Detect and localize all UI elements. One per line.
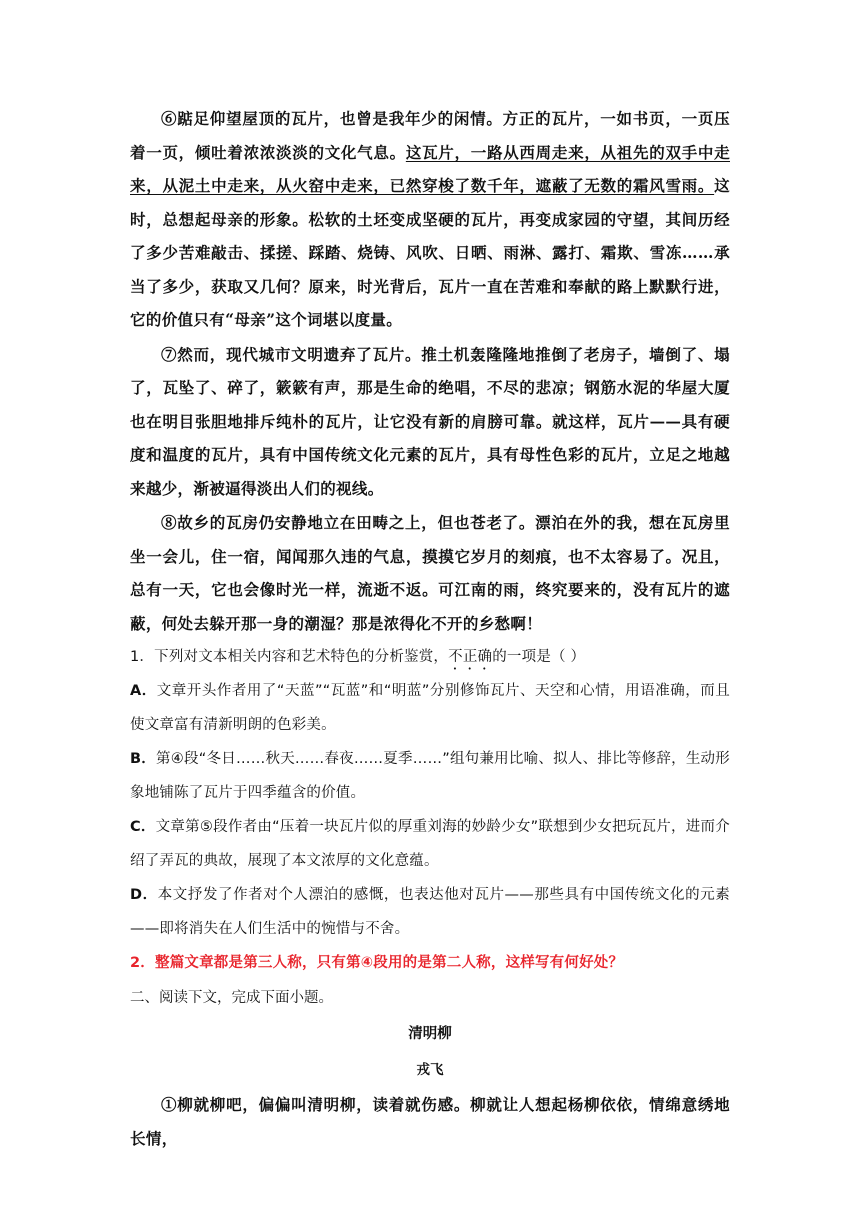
option-b-text: 第④段“冬日……秋天……春夜……夏季……”组句兼用比喻、拟人、排比等修辞，生动形象地铺陈了瓦片于四季蕴含的价值。 bbox=[130, 751, 730, 801]
option-d-text: 本文抒发了作者对个人漂泊的感慨，也表达他对瓦片——那些具有中国传统文化的元素——即将消失在人们生活中的惋惜与不舍。 bbox=[130, 887, 730, 937]
paragraph-6-text-a: ⑥踮足仰望屋顶的瓦片，也曾是我年少的闲情。方正的瓦片，一如书页，一页压着一页，倾吐着浓浓淡淡的文化气息。 bbox=[130, 109, 730, 162]
paragraph-8: ⑧故乡的瓦房仍安静地立在田畴之上，但也苍老了。漂泊在外的我，想在瓦房里坐一会儿，住一宿，闻闻那久违的气息，摸摸它岁月的刻痕，也不太容易了。况且，总有一天，它也会像时光一样，流逝不返。可江南的雨，终究要来的，没有瓦片的遮蔽，何处去躲开那一身的潮湿？那是浓得化不开的乡愁啊！ bbox=[130, 513, 730, 633]
question-2: 2．整篇文章都是第三人称，只有第④段用的是第二人称，这样写有何好处？ bbox=[130, 955, 624, 971]
paragraph-6-underlined-text: 这瓦片，一路从西周走来，从祖先的双手中走来，从泥土中走来，从火窑中走来，已然穿梭了数千年，遮蔽了无数的霜风雪雨。 bbox=[130, 142, 730, 195]
question-1-stem: 1．下列对文本相关内容和艺术特色的分析鉴赏，不正确的一项是（ ） bbox=[130, 649, 586, 665]
option-a-label: A． bbox=[130, 683, 157, 699]
section-2-paragraph-1: ①柳就柳吧，偏偏叫清明柳，读着就伤感。柳就让人想起杨柳依依，情绵意绣地长情， bbox=[130, 1095, 730, 1148]
option-c-text: 文章第⑤段作者由“压着一块瓦片似的厚重刘海的妙龄少女”联想到少女把玩瓦片，进而介绍了弄瓦的典故，展现了本文浓厚的文化意蕴。 bbox=[130, 819, 730, 869]
article-author: 戎飞 bbox=[416, 1062, 444, 1078]
option-a-text: 文章开头作者用了“天蓝”“瓦蓝”和“明蓝”分别修饰瓦片、天空和心情，用语准确，而且使文章富有清新明朗的色彩美。 bbox=[130, 683, 730, 733]
emphasized-not-correct: 不正确 bbox=[448, 649, 493, 665]
paragraph-7: ⑦然而，现代城市文明遗弃了瓦片。推土机轰隆隆地推倒了老房子，墙倒了、塌了，瓦坠了、碎了，簌簌有声，那是生命的绝唱，不尽的悲凉；钢筋水泥的华屋大厦也在明目张胆地排斥纯朴的瓦片，让它没有新的肩膀可靠。就这样，瓦片——具有硬度和温度的瓦片，具有中国传统文化元素的瓦片，具有母性色彩的瓦片，立足之地越来越少，渐被逼得淡出人们的视线。 bbox=[130, 344, 730, 498]
option-c bbox=[130, 810, 730, 878]
paragraph-6 bbox=[130, 102, 730, 337]
option-d-label: D． bbox=[130, 887, 158, 903]
option-d bbox=[130, 878, 730, 946]
article-title: 清明柳 bbox=[408, 1025, 452, 1042]
section-2-heading: 二、阅读下文，完成下面小题。 bbox=[130, 990, 333, 1006]
option-b-label: B． bbox=[130, 751, 157, 767]
paragraph-6-text-b: 这时，总想起母亲的形象。松软的土坯变成坚硬的瓦片，再变成家园的守望，其间历经了多少苦难敲击、揉搓、踩踏、烧铸、风吹、日晒、雨淋、露打、霜欺、雪冻……承当了多少，获取又几何？原来，时光背后，瓦片一直在苦难和奉献的路上默默行进，它的价值只有“母亲”这个词堪以度量。 bbox=[130, 176, 730, 329]
option-a bbox=[130, 674, 730, 742]
option-c-label: C． bbox=[130, 819, 156, 835]
option-b bbox=[130, 742, 730, 810]
document-page bbox=[130, 102, 730, 1155]
